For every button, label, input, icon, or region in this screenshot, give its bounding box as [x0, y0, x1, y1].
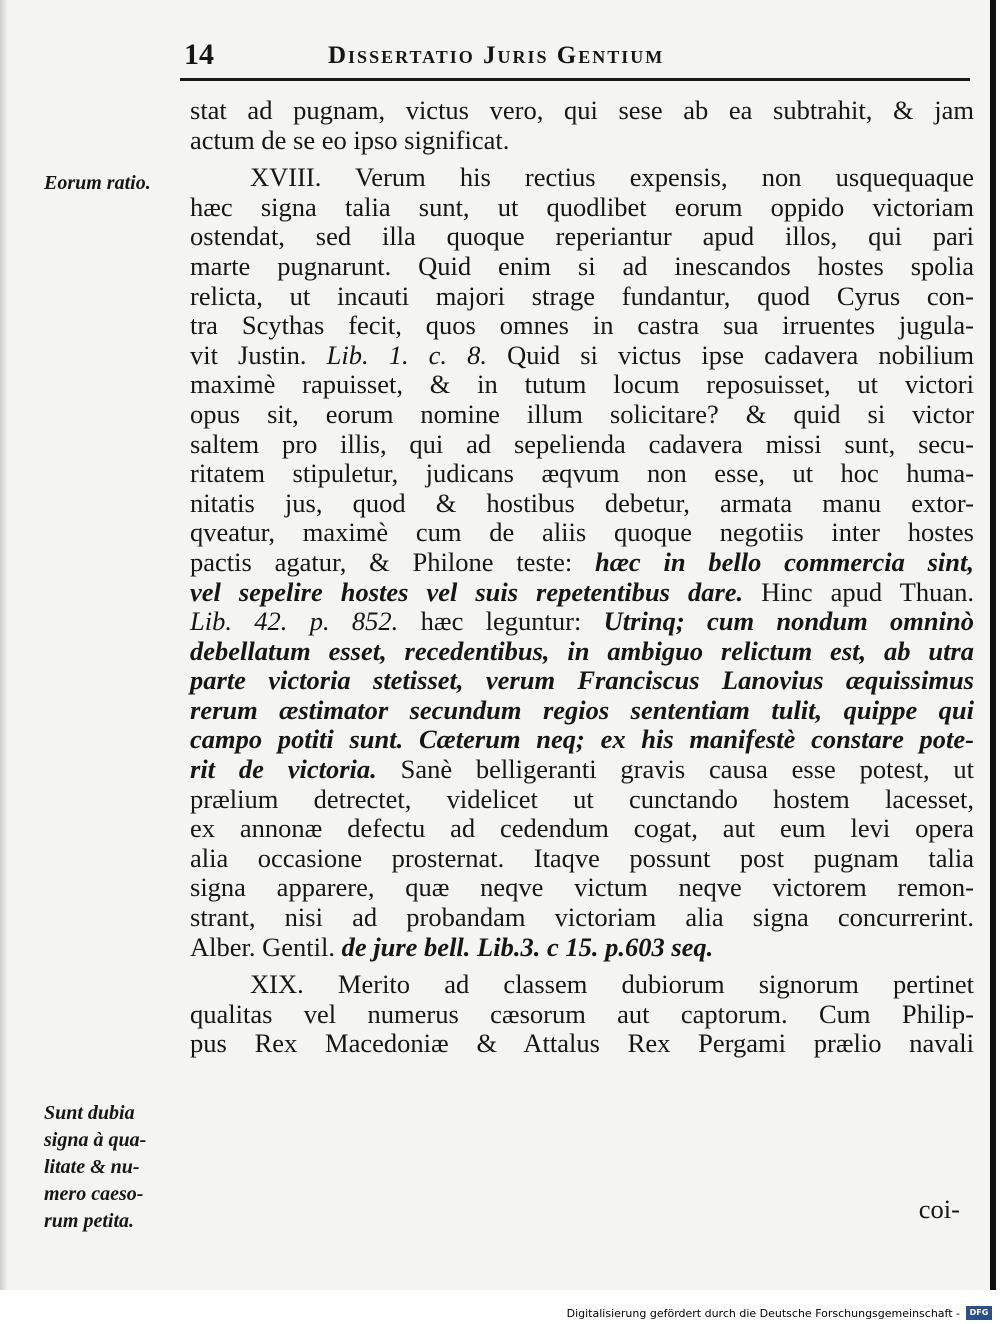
text-line: tra Scythas fecit, quos omnes in castra sua irruentes jugula-	[190, 310, 974, 341]
text-line: alia occasione prosternat. Itaqve possunt post pugnam talia	[190, 842, 974, 873]
text-line: actum de se eo ipso significat.	[190, 124, 510, 155]
margin-note-line: litate & nu-	[44, 1156, 140, 1178]
section-xix-heading-line: XIX. Merito ad classem dubiorum signorum pertinet	[250, 969, 974, 1000]
text-span: Alber. Gentil.	[190, 931, 335, 962]
text-line: saltem pro illis, qui ad sepelienda cadavera missi sunt, secu-	[190, 428, 974, 459]
page-number: 14	[184, 38, 214, 71]
citation: Lib. 1. c. 8.	[326, 339, 488, 370]
text-line: signa apparere, quæ neqve victum neqve victorem remon-	[190, 872, 974, 903]
quotation-line: parte victoria stetisset, verum Franciscus Lanovius æquissimus	[190, 665, 974, 696]
header-rule	[180, 78, 970, 81]
quotation: vel sepelire hostes vel suis repetentibus dare.	[190, 576, 744, 607]
section-xviii-heading-line: XVIII. Verum his rectius expensis, non usquequaque	[250, 162, 974, 193]
text-line	[190, 725, 974, 755]
text-span: Quid si victus ipse cadavera nobilium	[507, 339, 975, 370]
citation: Lib. 42. p. 852.	[190, 606, 399, 637]
quotation: Utrinq; cum nondum omninò	[603, 606, 974, 637]
quotation: hæc in bello commercia sint,	[595, 546, 975, 577]
citation: de jure bell. Lib.3. c 15. p.603 seq.	[341, 931, 714, 962]
quotation: rit de victoria.	[190, 754, 377, 785]
text-line: prælium detrectet, videlicet ut cunctando hostem lacesset,	[190, 783, 974, 814]
text-span: hæc leguntur:	[420, 606, 582, 637]
text-line: pus Rex Macedoniæ & Attalus Rex Pergami prælio navali	[190, 1028, 974, 1059]
body-text	[190, 96, 974, 1059]
margin-note-line: signa à qua-	[44, 1129, 147, 1151]
text-line: maximè rapuisset, & in tutum locum reposuisset, ut victori	[190, 369, 974, 400]
quotation: Cæterum neq; ex his manifestè constare pote-	[418, 724, 975, 755]
running-title: Dissertatio Juris Gentium	[328, 42, 665, 69]
text-line	[190, 755, 974, 785]
text-span: Sanè belligeranti gravis causa esse potest, ut	[400, 754, 974, 785]
funding-note: Digitalisierung gefördert durch die Deutsche Forschungsgemeinschaft -	[566, 1306, 960, 1320]
text-line: qualitas vel numerus cæsorum aut captorum. Cum Philip-	[190, 998, 974, 1029]
digitization-footer	[567, 1306, 992, 1320]
margin-note-eorum-ratio: Eorum ratio.	[44, 172, 151, 194]
quotation: campo potiti sunt.	[190, 724, 404, 755]
text-line	[190, 548, 974, 578]
page-spine-shadow	[0, 0, 8, 1290]
text-line	[190, 578, 974, 608]
text-span: Hinc apud Thuan.	[761, 576, 974, 607]
quotation-line: debellatum esset, recedentibus, in ambiguo relictum est, ab utra	[190, 635, 974, 666]
margin-note-line: mero caeso-	[44, 1183, 144, 1205]
text-line: qveatur, maximè cum de aliis quoque negotiis inter hostes	[190, 517, 974, 548]
text-line	[190, 933, 974, 963]
text-span: pactis agatur, & Philone teste:	[190, 546, 573, 577]
text-line: relicta, ut incauti majori strage fundantur, quod Cyrus con-	[190, 280, 974, 311]
text-line: hæc signa talia sunt, ut quodlibet eorum oppido victoriam	[190, 191, 974, 222]
text-line: nitatis jus, quod & hostibus debetur, armata manu extor-	[190, 487, 974, 518]
text-line: stat ad pugnam, victus vero, qui sese ab ea subtrahit, & jam	[190, 95, 974, 125]
margin-note-line: Sunt dubia	[44, 1102, 135, 1124]
quotation-line: rerum æstimator secundum regios sententiam tulit, quippe qui	[190, 694, 974, 725]
text-line: marte pugnarunt. Quid enim si ad inescandos hostes spolia	[190, 250, 974, 281]
text-line	[190, 341, 974, 371]
page-header	[180, 38, 980, 78]
dfg-logo-icon: DFG	[966, 1306, 992, 1320]
catchword: coi-	[918, 1194, 960, 1224]
text-line: ostendat, sed illa quoque reperiantur apud illos, qui pari	[190, 221, 974, 252]
text-span: vit Justin.	[190, 339, 307, 370]
text-line: ritatem stipuletur, judicans æqvum non esse, ut hoc huma-	[190, 458, 974, 489]
text-line: strant, nisi ad probandam victoriam alia signa concurrerint.	[190, 902, 974, 933]
text-line: ex annonæ defectu ad cedendum cogat, aut eum levi opera	[190, 813, 974, 844]
text-line	[190, 607, 974, 637]
margin-note-line: rum petita.	[44, 1210, 135, 1232]
text-line: opus sit, eorum nomine illum solicitare? & quid si victor	[190, 398, 974, 429]
margin-note-sunt-dubia	[44, 1100, 184, 1235]
